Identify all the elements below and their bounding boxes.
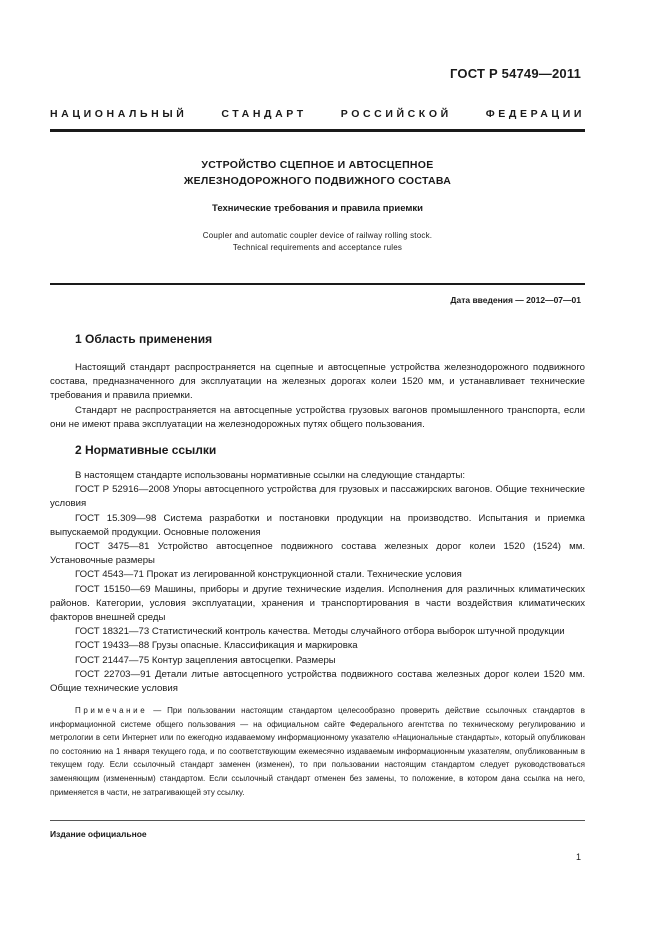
note-text: — При пользовании настоящим стандартом целесообразно проверить действие ссылочных стандартов в информационной системе общего пользования — на официальном сайте Федерального агентства по техническому регулированию и метрологии в сети Интернет или по ежегодно издаваемому информационному указателю «Национальные стандарты», который опубликован по состоянию на 1 января текущего года, и по соответствующим ежемесячно издаваемым информационным указателям, опубликованным в текущем году. Если ссылочный стандарт заменен (изменен), то при пользовании настоящим стандартом следует руководствоваться заменяющим (измененным) стандартом. Если ссылочный стандарт отменен без замены, то положение, в котором дана ссылка на него, применяется в части, не затрагивающей эту ссылку. bbox=[50, 706, 585, 797]
banner-word: НАЦИОНАЛЬНЫЙ bbox=[50, 108, 188, 120]
document-subtitle: Технические требования и правила приемки bbox=[212, 203, 423, 214]
reference-item: ГОСТ 22703—91 Детали литые автосцепного устройства подвижного состава железных дорог колеи 1520 мм. Общие технические условия bbox=[50, 668, 585, 695]
footer-divider bbox=[50, 820, 585, 821]
reference-item: ГОСТ 15.309—98 Система разработки и постановки продукции на производство. Испытания и приемка выпускаемой продукции. Основные положения bbox=[50, 512, 585, 538]
title-divider bbox=[50, 283, 585, 285]
national-standard-banner bbox=[50, 108, 585, 120]
note-label: Примечание bbox=[75, 706, 148, 715]
document-code: ГОСТ Р 54749—2011 bbox=[450, 66, 581, 81]
reference-item: ГОСТ 15150—69 Машины, приборы и другие технические изделия. Исполнения для различных климатических районов. Категории, условия эксплуатации, хранения и транспортирования в части воздействия климатических факторов внешней среды bbox=[50, 583, 585, 624]
banner-word: ФЕДЕРАЦИИ bbox=[485, 108, 585, 120]
title-line: ЖЕЛЕЗНОДОРОЖНОГО ПОДВИЖНОГО СОСТАВА bbox=[183, 175, 452, 187]
english-title-line: Technical requirements and acceptance rules bbox=[232, 243, 403, 252]
section-heading-references: 2 Нормативные ссылки bbox=[75, 443, 217, 457]
document-title bbox=[50, 157, 585, 189]
banner-word: СТАНДАРТ bbox=[221, 108, 307, 120]
section-body-references bbox=[50, 469, 585, 696]
english-title bbox=[50, 230, 585, 254]
note-block bbox=[50, 704, 585, 799]
reference-item: ГОСТ 4543—71 Прокат из легированной конструкционной стали. Технические условия bbox=[75, 569, 462, 581]
reference-item: ГОСТ 19433—88 Грузы опасные. Классификация и маркировка bbox=[75, 640, 358, 652]
english-title-line: Coupler and automatic coupler device of railway rolling stock. bbox=[202, 231, 433, 240]
reference-item: ГОСТ Р 52916—2008 Упоры автосцепного устройства для грузовых и пассажирских вагонов. Общие технические условия bbox=[50, 484, 585, 510]
page-number: 1 bbox=[575, 852, 581, 862]
section-body-scope bbox=[50, 361, 585, 432]
banner-word: РОССИЙСКОЙ bbox=[340, 108, 452, 120]
reference-item: ГОСТ 21447—75 Контур зацепления автосцепки. Размеры bbox=[75, 654, 336, 666]
reference-item: ГОСТ 3475—81 Устройство автосцепное подвижного состава железных дорог колеи 1520 (1524) мм. Установочные размеры bbox=[50, 541, 585, 567]
section-heading-scope: 1 Область применения bbox=[75, 332, 213, 346]
paragraph: Стандарт не распространяется на автосцепные устройства грузовых вагонов промышленного транспорта, если они не имеют права эксплуатации на железнодорожных путях общего пользования. bbox=[50, 404, 585, 430]
note-paragraph bbox=[50, 704, 585, 799]
effective-date: Дата введения — 2012—07—01 bbox=[450, 295, 581, 305]
edition-label: Издание официальное bbox=[50, 829, 147, 839]
header-divider bbox=[50, 129, 585, 132]
paragraph: В настоящем стандарте использованы нормативные ссылки на следующие стандарты: bbox=[75, 470, 466, 481]
reference-item: ГОСТ 18321—73 Статистический контроль качества. Методы случайного отбора выборок штучной продукции bbox=[75, 626, 565, 638]
title-line: УСТРОЙСТВО СЦЕПНОЕ И АВТОСЦЕПНОЕ bbox=[201, 159, 434, 171]
paragraph: Настоящий стандарт распространяется на сцепные и автосцепные устройства железнодорожного подвижного состава, предназначенного для эксплуатации на железных дорогах колеи 1520 мм, и устанавливает технические требования и правила приемки. bbox=[50, 362, 585, 402]
